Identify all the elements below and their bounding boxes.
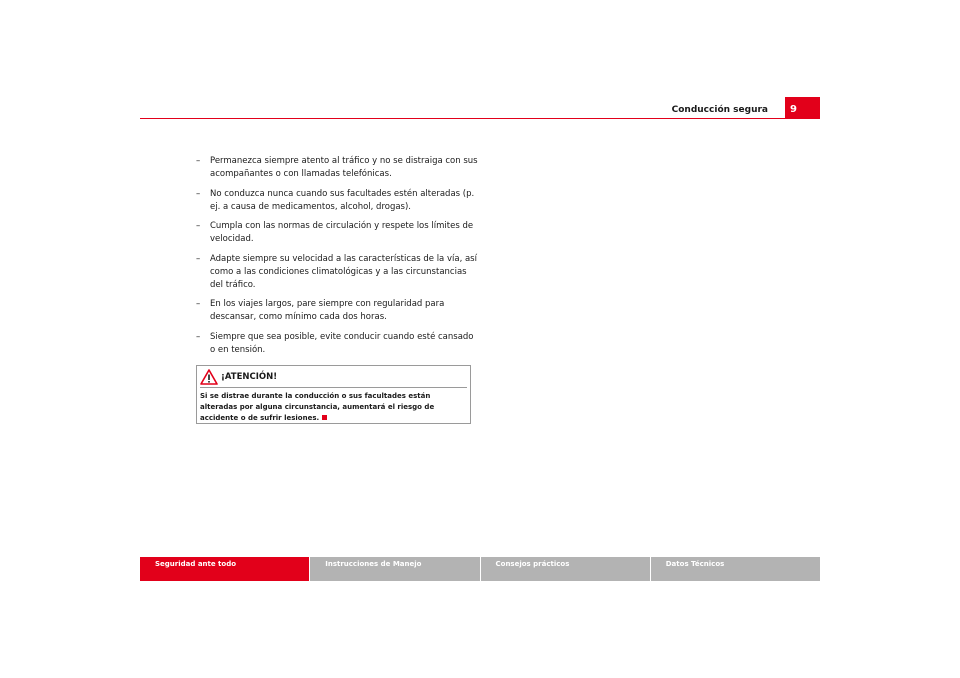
list-item-text: Adapte siempre su velocidad a las características de la vía, así como a las condiciones climatológicas y a las circunstancias del tráfico. [210,253,477,290]
page-number: 9 [785,97,820,118]
list-item-text: Cumpla con las normas de circulación y respete los límites de velocidad. [210,221,474,244]
warning-header [197,366,470,388]
list-item [196,298,478,324]
list-item-text: No conduzca nunca cuando sus facultades estén alteradas (p. ej. a causa de medicamentos, alcohol, drogas). [210,188,475,212]
warning-text-block [200,391,465,424]
list-item-text: Permanezca siempre atento al tráfico y no se distraiga con sus acompañantes o con llamadas telefónicas. [210,156,478,179]
dash-marker: – [196,221,201,231]
list-item [196,253,478,292]
dash-marker: – [196,331,201,342]
tab-consejos-practicos[interactable]: Consejos prácticos [480,557,650,581]
warning-text: Si se distrae durante la conducción o sus facultades están alteradas por alguna circunstancia, aumentará el riesgo de accidente o de sufrir lesiones. [200,392,435,422]
list-item-text: Siempre que sea posible, evite conducir cuando esté cansado o en tensión. [210,331,474,355]
warning-divider [200,387,467,388]
list-item [196,155,478,181]
warning-title: ¡ATENCIÓN! [221,372,278,382]
tab-datos-tecnicos[interactable]: Datos Técnicos [650,557,820,581]
list-item [196,331,478,357]
warning-box [196,365,471,424]
instruction-list [196,155,478,363]
list-item [196,188,478,214]
dash-marker: – [196,299,201,309]
page-header-title: Conducción segura [671,105,768,115]
tab-instrucciones-de-manejo[interactable]: Instrucciones de Manejo [309,557,479,581]
list-item-text: En los viajes largos, pare siempre con regularidad para descansar, como mínimo cada dos horas. [210,299,445,322]
list-item [196,220,478,246]
warning-triangle-icon [200,369,218,385]
dash-marker: – [196,253,201,264]
dash-marker: – [196,188,201,199]
header-divider [140,118,820,119]
section-end-icon [322,415,327,420]
tab-seguridad-ante-todo[interactable]: Seguridad ante todo [140,557,309,581]
dash-marker: – [196,156,201,166]
footer-nav [140,557,820,581]
